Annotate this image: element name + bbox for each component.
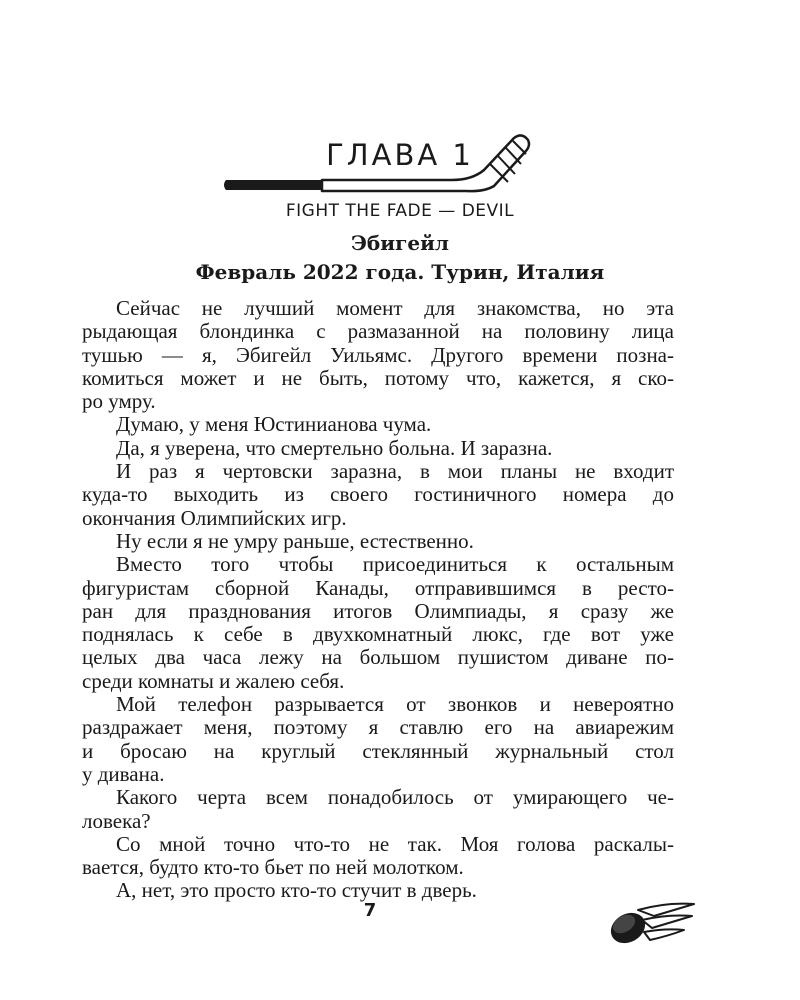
hockey-puck-icon <box>604 900 696 948</box>
chapter-body <box>82 297 674 903</box>
body-line: комиться может и не быть, потому что, кажется, я ско- <box>82 365 674 390</box>
body-line: А, нет, это просто кто-то стучит в дверь. <box>116 878 477 903</box>
body-line: поднялась к себе в двухкомнатный люкс, где вот уже <box>82 622 674 647</box>
body-line: фигуристам сборной Канады, отправившимся в ресто- <box>82 575 674 600</box>
hockey-stick-icon <box>222 134 532 198</box>
chapter-title: ГЛАВА 1 <box>326 138 474 172</box>
page-number: 7 <box>363 900 377 921</box>
body-line: раздражает меня, поэтому я ставлю его на авиарежим <box>82 715 674 740</box>
body-line: Вместо того чтобы присоединиться к остальным <box>116 552 674 577</box>
body-line: куда-то выходить из своего гостиничного номера до <box>82 482 674 507</box>
body-line: ловека? <box>82 808 151 833</box>
body-line: Какого черта всем понадобилось от умирающего че- <box>116 785 674 810</box>
dateline: Февраль 2022 года. Турин, Италия <box>195 260 605 284</box>
body-line: ран для празднования итогов Олимпиады, я сразу же <box>82 598 674 623</box>
body-line: Думаю, у меня Юстинианова чума. <box>116 412 432 437</box>
body-line: Сейчас не лучший момент для знакомства, но эта <box>116 296 674 320</box>
body-line: тушью — я, Эбигейл Уильямс. Другого времени позна- <box>82 342 674 367</box>
body-line: И раз я чертовски заразна, в мои планы не входит <box>116 459 674 484</box>
body-line: окончания Олимпийских игр. <box>82 505 347 530</box>
body-line: вается, будто кто-то бьет по ней молотком. <box>82 855 464 880</box>
body-line: рыдающая блондинка с размазанной на половину лица <box>82 319 674 344</box>
body-line: Со мной точно что-то не так. Моя голова раскалы- <box>116 831 674 856</box>
body-line: целых два часа лежу на большом пушистом диване по- <box>82 645 674 670</box>
body-line: Ну если я не умру раньше, естественно. <box>116 528 474 553</box>
chapter-epigraph: FIGHT THE FADE — DEVIL <box>285 201 515 221</box>
body-line: среди комнаты и жалею себя. <box>82 668 345 693</box>
body-line: ро умру. <box>82 389 156 414</box>
narrator-name: Эбигейл <box>351 231 449 255</box>
body-line: Да, я уверена, что смертельно больна. И заразна. <box>116 435 553 460</box>
body-line: и бросаю на круглый стеклянный журнальный стол <box>82 738 674 763</box>
body-line: Мой телефон разрывается от звонков и невероятно <box>116 692 674 717</box>
body-line: у дивана. <box>82 761 165 786</box>
